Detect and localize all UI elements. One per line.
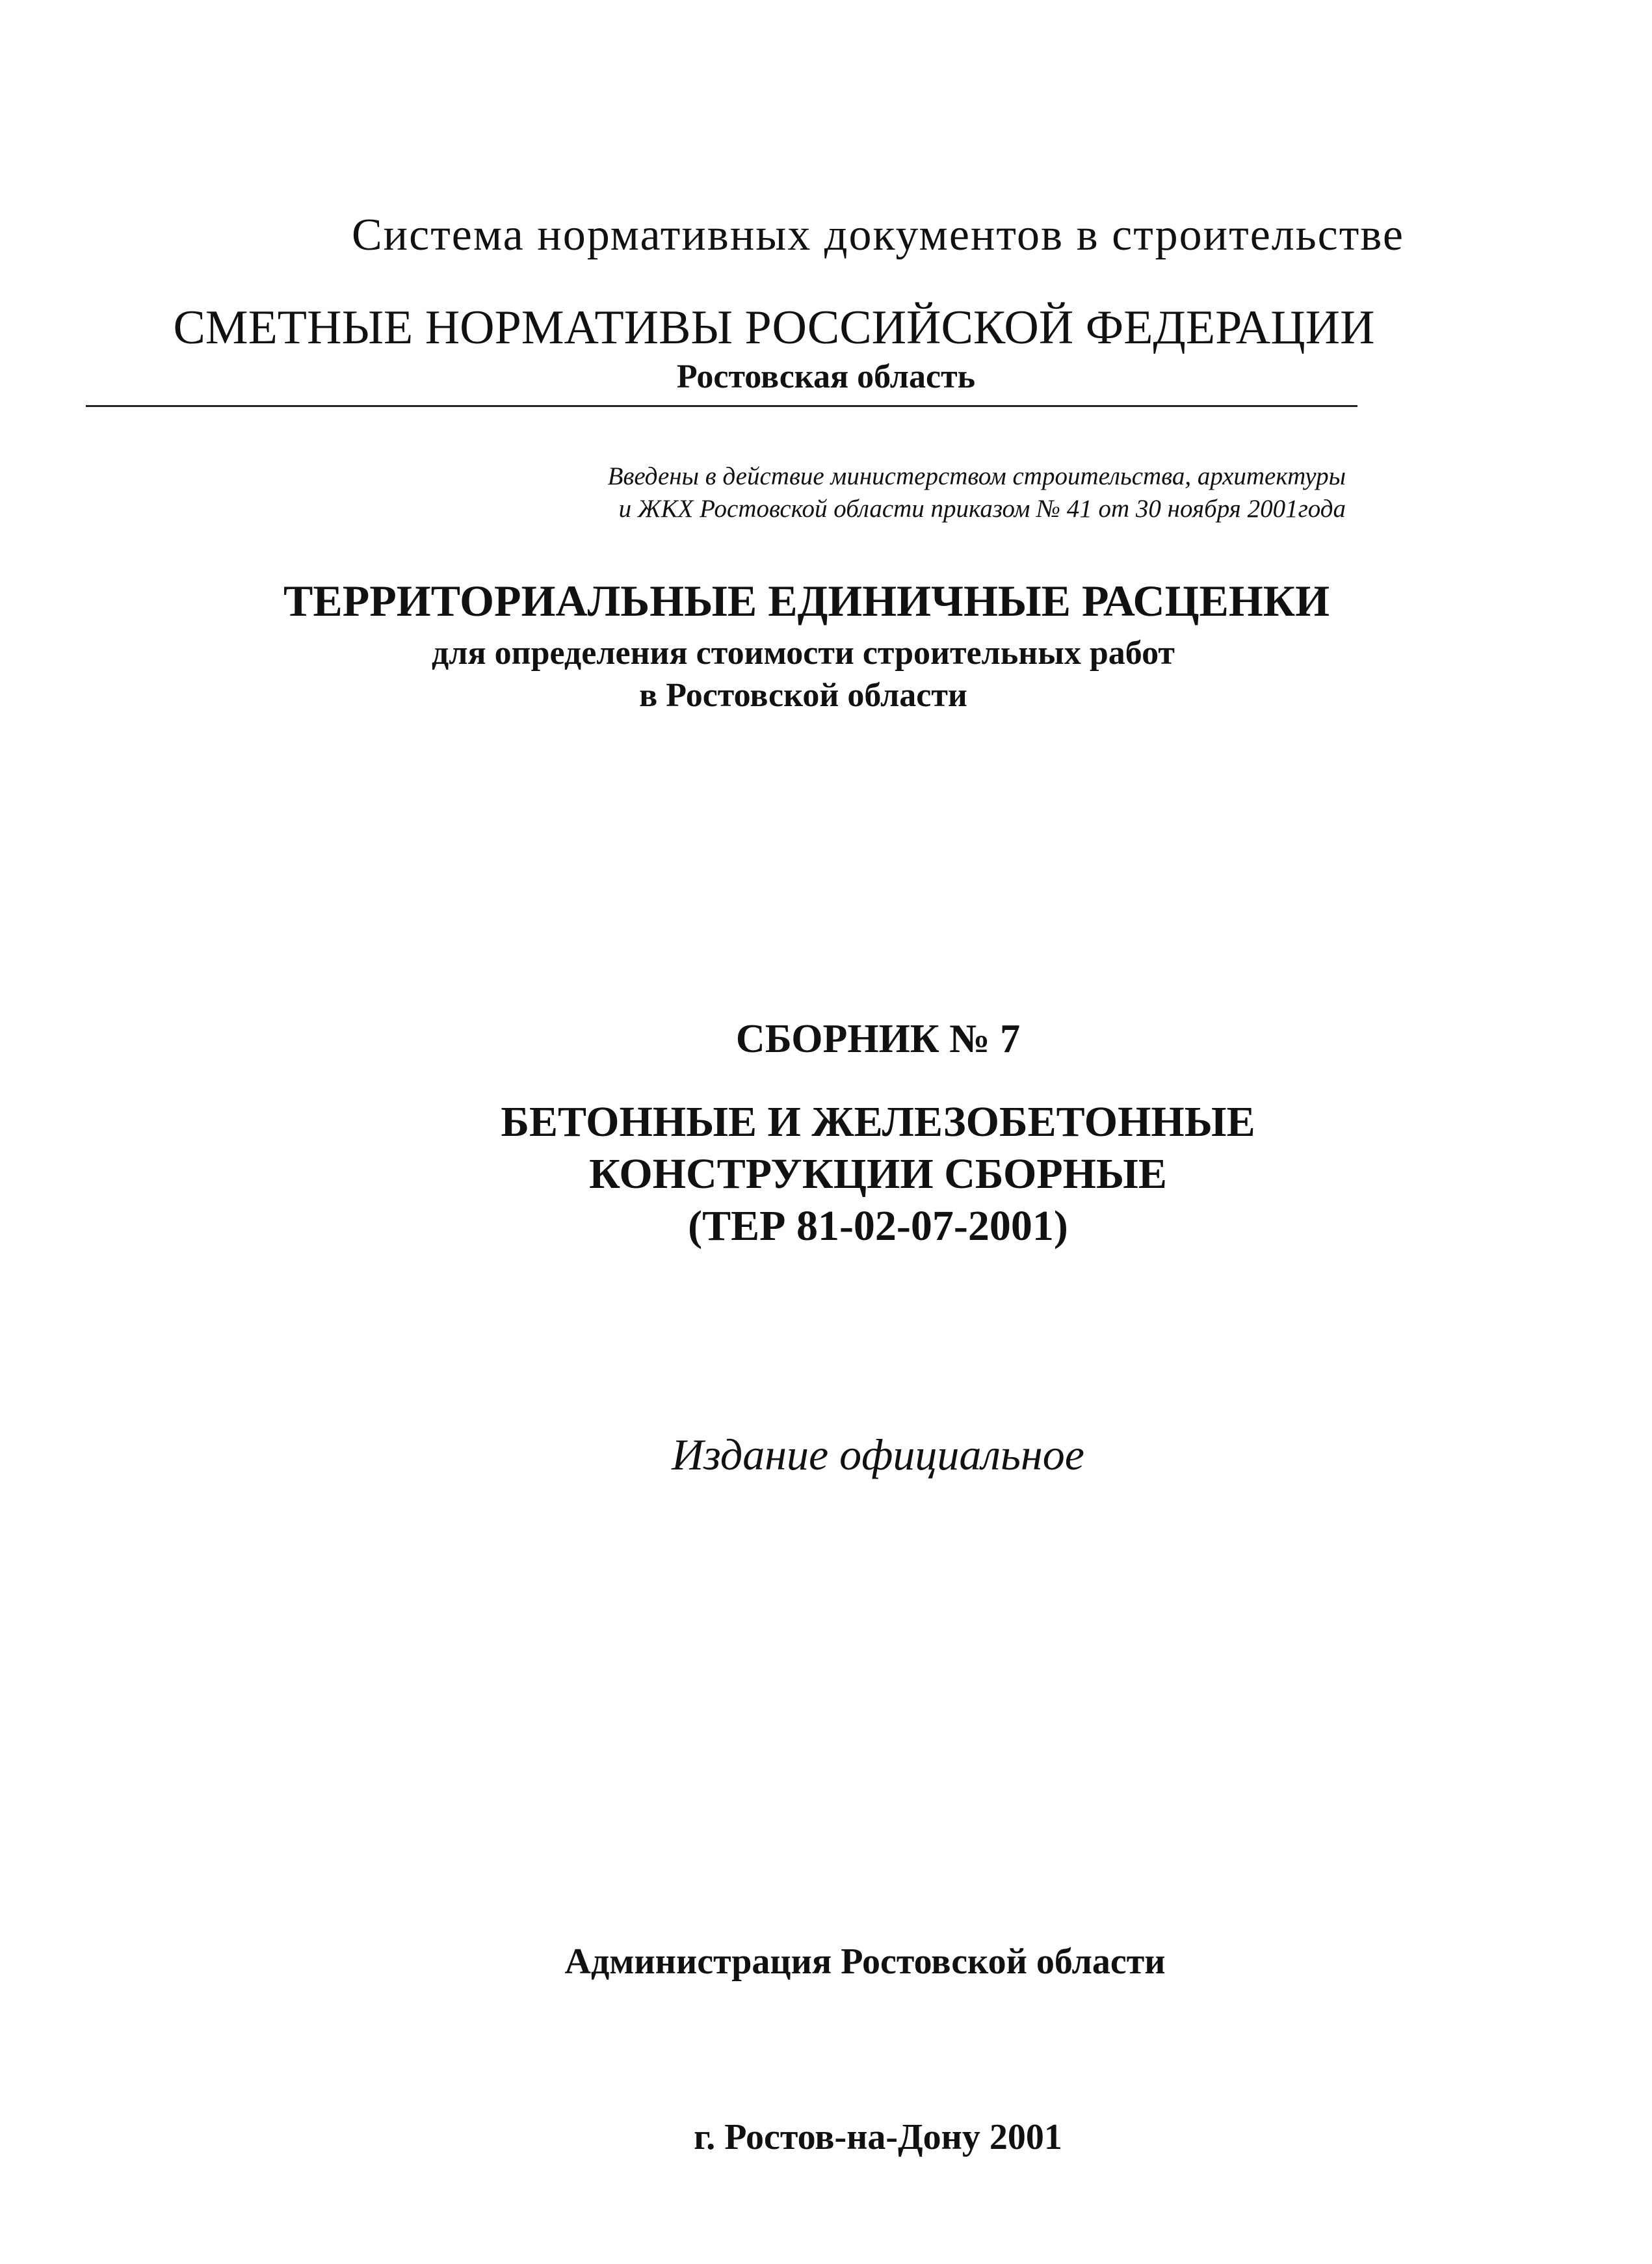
document-title: ТЕРРИТОРИАЛЬНЫЕ ЕДИНИЧНЫЕ РАСЦЕНКИ	[283, 576, 1330, 625]
document-subtitle-line-2: в Ростовской области	[639, 677, 967, 714]
publisher: Администрация Ростовской области	[564, 1942, 1166, 1982]
collection-topic-line-1: БЕТОННЫЕ И ЖЕЛЕЗОБЕТОННЫЕ	[501, 1098, 1255, 1146]
norms-title: СМЕТНЫЕ НОРМАТИВЫ РОССИЙСКОЙ ФЕДЕРАЦИИ	[173, 301, 1375, 354]
introduction-line-2: и ЖКХ Ростовской области приказом № 41 от 30 ноября 2001года	[618, 495, 1346, 523]
header-divider	[86, 405, 1357, 407]
region-name: Ростовская область	[676, 358, 976, 395]
document-subtitle-line-1: для определения стоимости строительных работ	[432, 635, 1175, 672]
collection-label: СБОРНИК № 7	[735, 1017, 1021, 1061]
series-title: Система нормативных документов в строительстве	[351, 210, 1404, 260]
city-year: г. Ростов-на-Дону 2001	[694, 2117, 1062, 2157]
edition-label: Издание официальное	[672, 1430, 1084, 1479]
introduction-line-1: Введены в действие министерством строительства, архитектуры	[607, 462, 1346, 490]
collection-code: (ТЕР 81-02-07-2001)	[688, 1202, 1068, 1250]
collection-topic-line-2: КОНСТРУКЦИИ СБОРНЫЕ	[589, 1150, 1167, 1198]
